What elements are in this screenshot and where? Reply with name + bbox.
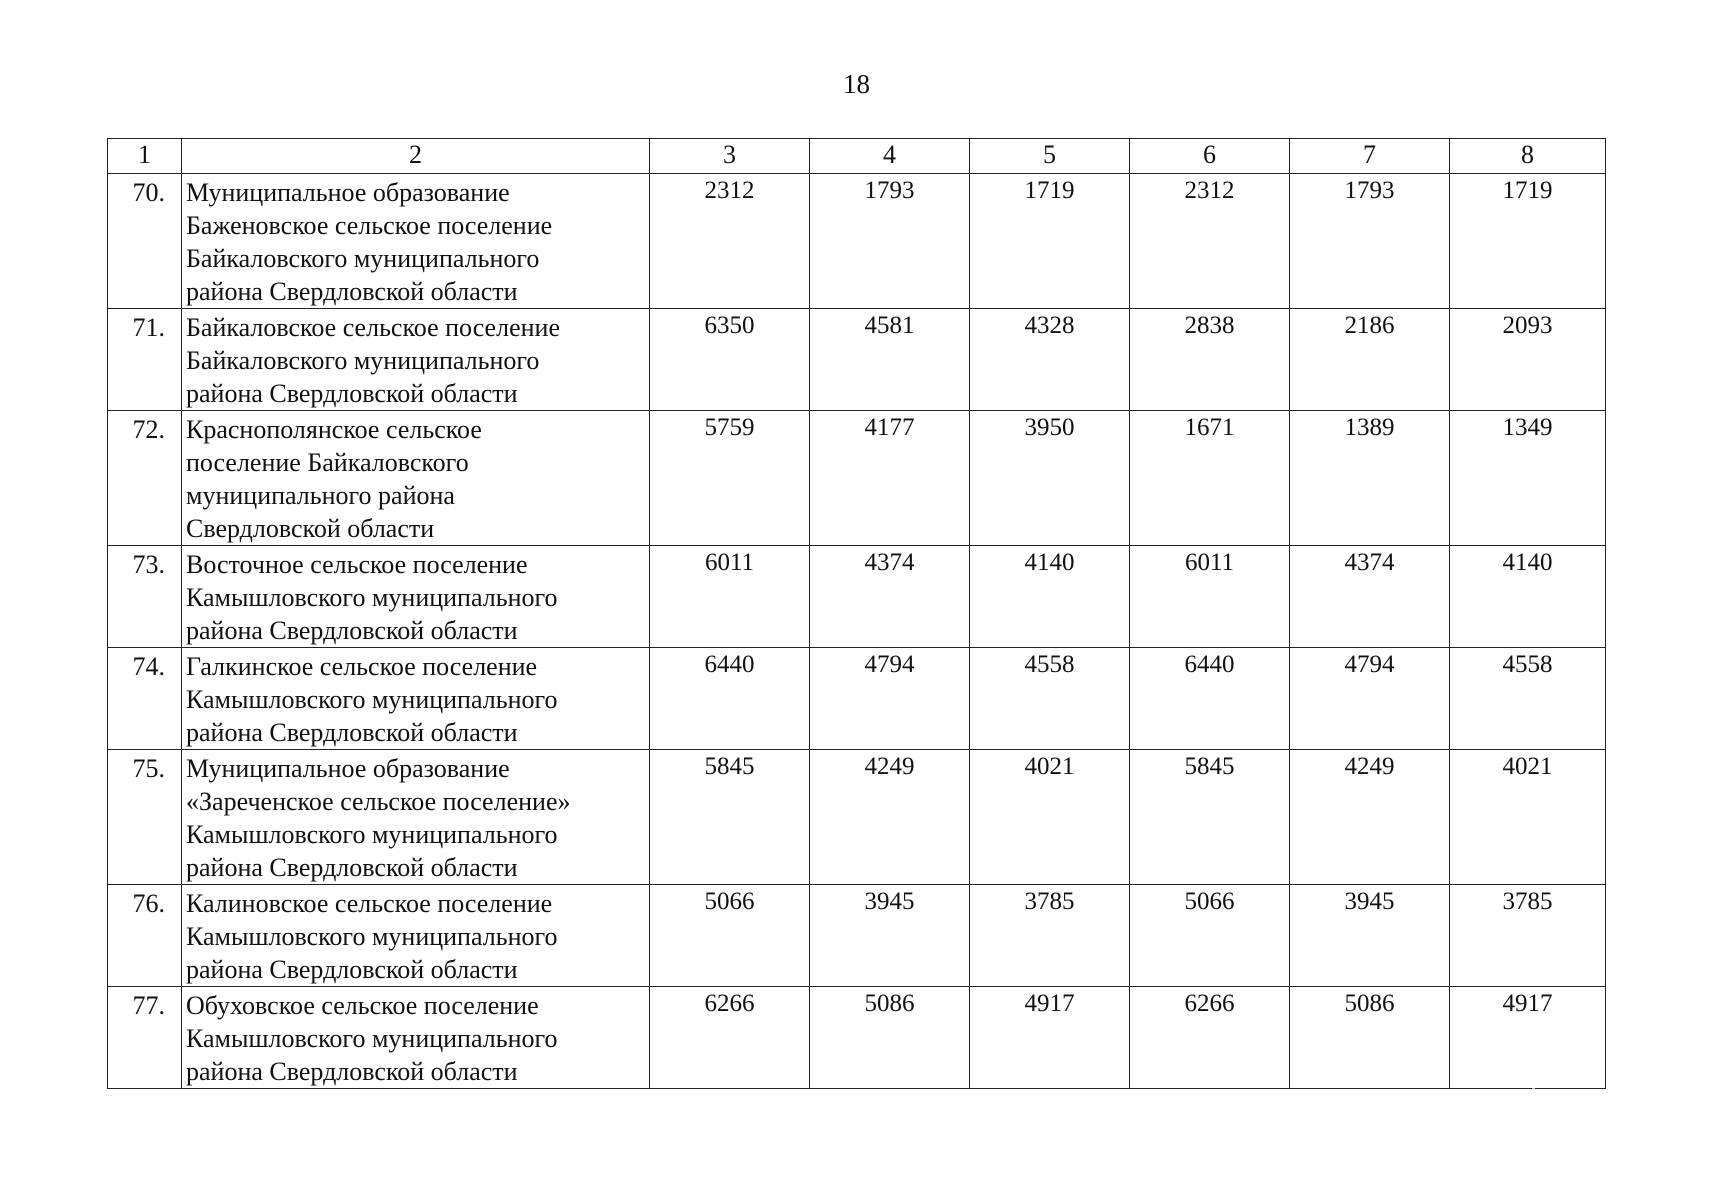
table-row	[108, 309, 1606, 411]
municipality-name-line: Байкаловского муниципального	[186, 244, 540, 273]
value-cell: 6440	[650, 648, 810, 750]
municipality-name-line: Камышловского муниципального	[186, 583, 558, 612]
municipality-name-line: района Свердловской области	[186, 616, 518, 645]
value-cell: 4794	[1290, 648, 1450, 750]
municipality-name-line: Байкаловское сельское поселение	[186, 313, 560, 342]
value-cell: 4177	[810, 411, 970, 546]
value-cell: 4917	[1450, 987, 1606, 1089]
value-cell: 3785	[1450, 885, 1606, 987]
value-cell: 1793	[1290, 174, 1450, 309]
municipality-name-line: района Свердловской области	[186, 1057, 518, 1086]
value-cell: 1719	[970, 174, 1130, 309]
municipality-name-line: муниципального района	[186, 481, 455, 510]
municipality-name-cell	[182, 648, 650, 750]
value-cell: 2312	[1130, 174, 1290, 309]
value-cell: 2093	[1450, 309, 1606, 411]
data-table	[107, 138, 1606, 1089]
value-cell: 6011	[650, 546, 810, 648]
value-cell: 4249	[1290, 750, 1450, 885]
municipality-name-line: Краснополянское сельское	[186, 415, 482, 444]
municipality-name-line: Баженовское сельское поселение	[186, 211, 553, 240]
municipality-name-cell	[182, 546, 650, 648]
table-row	[108, 411, 1606, 546]
municipality-name-line: Галкинское сельское поселение	[186, 652, 538, 681]
value-cell: 4021	[1450, 750, 1606, 885]
row-number-cell: 75.	[108, 750, 182, 885]
header-cell: 4	[810, 139, 970, 174]
value-cell: 3945	[810, 885, 970, 987]
value-cell: 4328	[970, 309, 1130, 411]
value-cell: 4581	[810, 309, 970, 411]
table-row	[108, 546, 1606, 648]
value-cell: 5066	[1130, 885, 1290, 987]
value-cell: 2312	[650, 174, 810, 309]
municipality-name-line: Камышловского муниципального	[186, 922, 558, 951]
value-cell: 6011	[1130, 546, 1290, 648]
value-cell: 6266	[1130, 987, 1290, 1089]
value-cell: 5086	[810, 987, 970, 1089]
table-body	[108, 174, 1606, 1089]
value-cell: 6440	[1130, 648, 1290, 750]
table-row	[108, 750, 1606, 885]
value-cell: 4558	[970, 648, 1130, 750]
municipality-name-line: района Свердловской области	[186, 379, 518, 408]
row-number-cell: 74.	[108, 648, 182, 750]
municipality-name-line: Восточное сельское поселение	[186, 550, 528, 579]
value-cell: 4374	[810, 546, 970, 648]
value-cell: 6350	[650, 309, 810, 411]
value-cell: 4558	[1450, 648, 1606, 750]
value-cell: 4917	[970, 987, 1130, 1089]
table-row	[108, 885, 1606, 987]
value-cell: 4374	[1290, 546, 1450, 648]
municipality-name-line: Калиновское сельское поселение	[186, 889, 553, 918]
value-cell: 3950	[970, 411, 1130, 546]
municipality-name-line: Камышловского муниципального	[186, 685, 558, 714]
value-cell: 1389	[1290, 411, 1450, 546]
municipality-name-line: района Свердловской области	[186, 955, 518, 984]
row-number-cell: 73.	[108, 546, 182, 648]
value-cell: 5759	[650, 411, 810, 546]
value-cell: 3945	[1290, 885, 1450, 987]
municipality-name-line: Камышловского муниципального	[186, 820, 558, 849]
value-cell: 3785	[970, 885, 1130, 987]
municipality-name-line: поселение Байкаловского	[186, 448, 469, 477]
table-row	[108, 987, 1606, 1089]
page-number: 18	[843, 69, 870, 99]
header-cell: 3	[650, 139, 810, 174]
municipality-name-line: Свердловской области	[186, 514, 435, 543]
row-number-cell: 70.	[108, 174, 182, 309]
value-cell: 5086	[1290, 987, 1450, 1089]
value-cell: 5066	[650, 885, 810, 987]
municipality-name-line: Обуховское сельское поселение	[186, 991, 539, 1020]
header-cell: 1	[108, 139, 182, 174]
header-cell: 2	[182, 139, 650, 174]
table-header	[108, 139, 1606, 174]
municipality-name-cell	[182, 309, 650, 411]
municipality-name-cell	[182, 750, 650, 885]
row-number-cell: 72.	[108, 411, 182, 546]
value-cell: 2838	[1130, 309, 1290, 411]
scan-artifact	[1532, 1088, 1535, 1089]
row-number-cell: 77.	[108, 987, 182, 1089]
municipality-name-cell	[182, 885, 650, 987]
municipality-name-cell	[182, 174, 650, 309]
table-row	[108, 648, 1606, 750]
municipality-name-line: Муниципальное образование	[186, 754, 510, 783]
value-cell: 4249	[810, 750, 970, 885]
municipality-name-line: района Свердловской области	[186, 277, 518, 306]
municipality-name-line: Камышловского муниципального	[186, 1024, 558, 1053]
value-cell: 4140	[970, 546, 1130, 648]
municipality-name-line: Муниципальное образование	[186, 178, 510, 207]
municipality-name-line: Байкаловского муниципального	[186, 346, 540, 375]
value-cell: 1793	[810, 174, 970, 309]
value-cell: 4794	[810, 648, 970, 750]
value-cell: 5845	[650, 750, 810, 885]
header-cell: 6	[1130, 139, 1290, 174]
value-cell: 6266	[650, 987, 810, 1089]
table-row	[108, 174, 1606, 309]
value-cell: 1719	[1450, 174, 1606, 309]
value-cell: 2186	[1290, 309, 1450, 411]
municipality-name-line: района Свердловской области	[186, 853, 518, 882]
municipality-name-cell	[182, 411, 650, 546]
municipality-name-line: района Свердловской области	[186, 718, 518, 747]
header-row	[108, 139, 1606, 174]
row-number-cell: 76.	[108, 885, 182, 987]
header-cell: 8	[1450, 139, 1606, 174]
value-cell: 5845	[1130, 750, 1290, 885]
row-number-cell: 71.	[108, 309, 182, 411]
value-cell: 4140	[1450, 546, 1606, 648]
value-cell: 4021	[970, 750, 1130, 885]
municipality-name-cell	[182, 987, 650, 1089]
header-cell: 5	[970, 139, 1130, 174]
value-cell: 1671	[1130, 411, 1290, 546]
value-cell: 1349	[1450, 411, 1606, 546]
municipality-name-line: «Зареченское сельское поселение»	[186, 787, 571, 816]
header-cell: 7	[1290, 139, 1450, 174]
